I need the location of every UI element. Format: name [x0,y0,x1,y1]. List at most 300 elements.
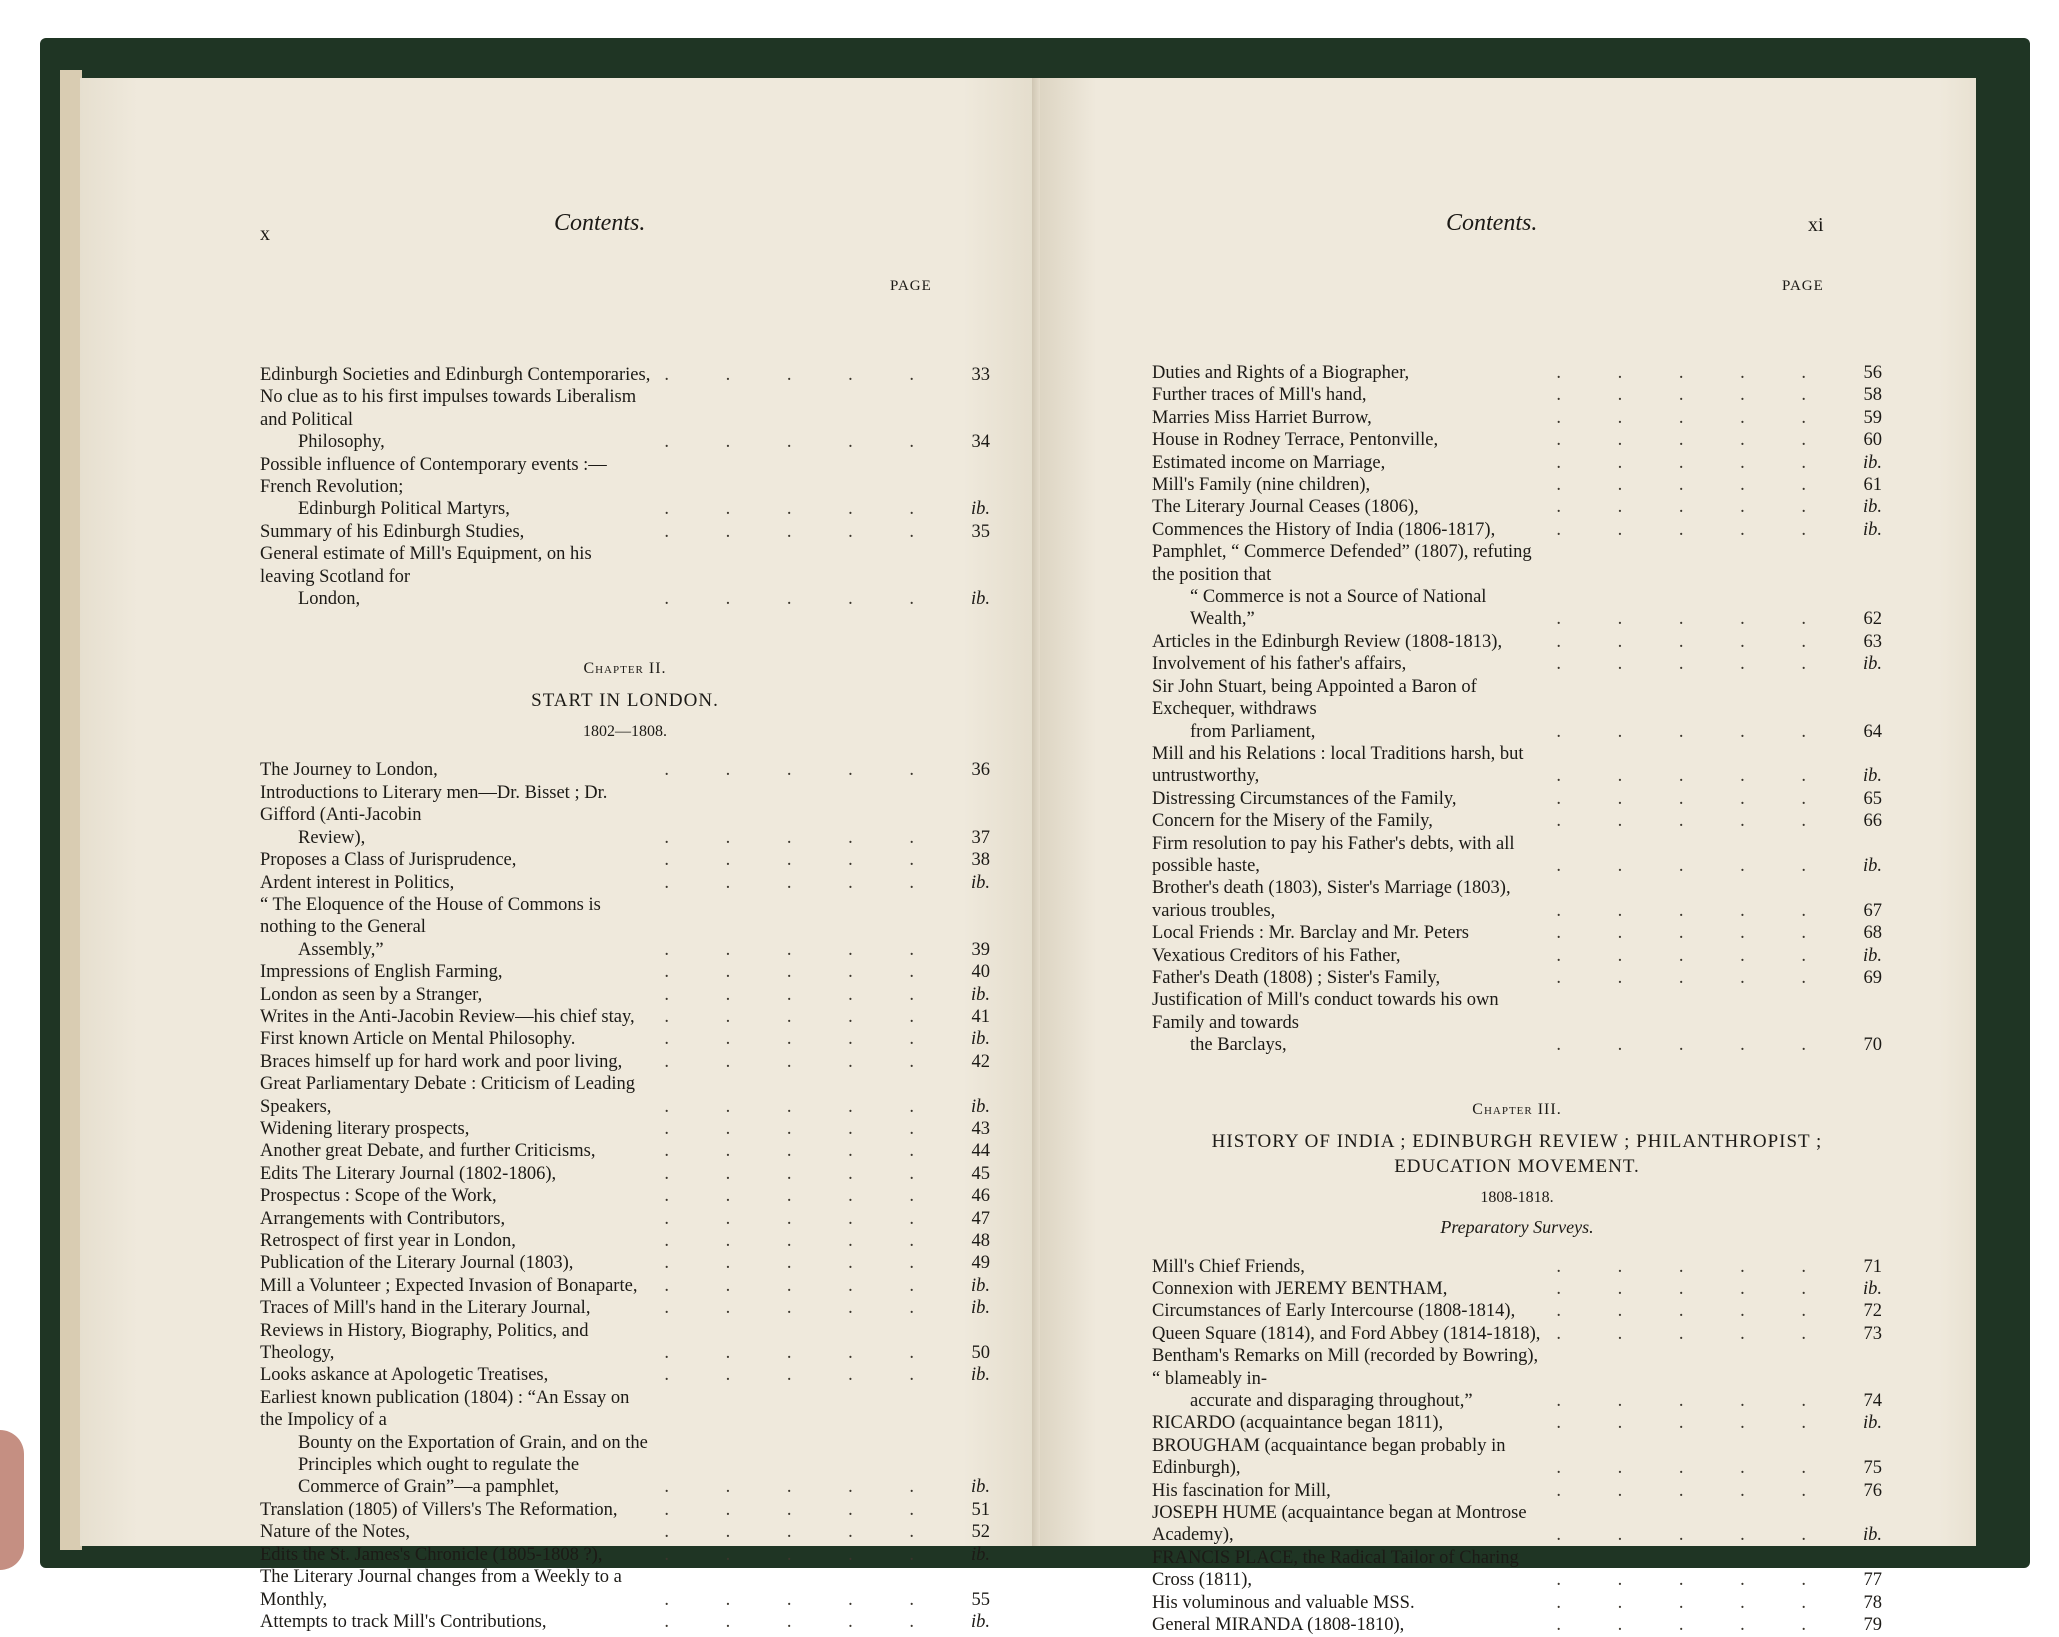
toc-page-number: 50 [971,1343,990,1364]
toc-entry-title: Circumstances of Early Intercourse (1808-1814), [1152,1301,1516,1322]
toc-entry [1152,1614,1882,1636]
right-chapter-dates: 1808-1818. [1480,1188,1554,1206]
toc-entry [260,521,990,543]
toc-entry-text [1152,743,1542,788]
toc-entry-text [1152,967,1542,989]
leader-dots: . . . . . [1556,519,1832,540]
toc-entry-text [1152,1592,1542,1614]
toc-entry [260,454,990,521]
leader-dots: . . . . . [664,984,940,1005]
toc-page-number: 73 [1863,1323,1882,1344]
leader-dots: . . . . . [664,1163,940,1184]
leader-dots: . . . . . [1556,855,1832,876]
toc-entry-title: Writes in the Anti-Jacobin Review—his chief stay, [260,1006,635,1027]
toc-entry [260,1364,990,1386]
toc-page-number: 67 [1863,900,1882,921]
leader-dots: . . . . . [664,1118,940,1139]
toc-entry-text [1152,407,1542,429]
toc-entry [1152,1547,1882,1592]
toc-entry [260,1073,990,1118]
toc-entry [260,1320,990,1365]
toc-entry-title: Attempts to track Mill's Contributions, [260,1611,547,1632]
toc-entry-continuation: accurate and disparaging throughout,” [1190,1391,1473,1412]
toc-entry-text [1152,989,1542,1056]
toc-page-number: 39 [971,939,990,960]
toc-page-number: ib. [970,1544,990,1565]
toc-entry-title: Proposes a Class of Jurisprudence, [260,850,517,871]
toc-entry [260,872,990,894]
toc-entry [1152,676,1882,743]
leader-dots: . . . . . [1556,363,1832,383]
toc-page-number: ib. [1862,497,1882,518]
toc-entry-text [260,1611,650,1633]
toc-entry-title: Local Friends : Mr. Barclay and Mr. Peters [1152,923,1470,944]
toc-entry [1152,1300,1882,1322]
toc-entry [1152,922,1882,944]
right-chapter-label: Chapter III. [1472,1100,1562,1118]
toc-entry [260,1611,990,1633]
toc-entry [1152,945,1882,967]
toc-entry-title: Publication of the Literary Journal (1803), [260,1253,574,1274]
toc-entry-title: Connexion with JEREMY BENTHAM, [1152,1279,1448,1299]
toc-entry-title: Reviews in History, Biography, Politics, and Theology, [260,1320,589,1364]
toc-entry-title: “ The Eloquence of the House of Commons is nothing to the General [260,894,601,938]
leader-dots: . . . . . [664,1365,940,1386]
toc-entry-text [260,1230,650,1252]
toc-page-number: 40 [971,962,990,983]
toc-entry-text [1152,496,1542,518]
leader-dots: . . . . . [664,1096,940,1117]
toc-entry [260,1208,990,1230]
toc-entry-text [260,454,650,521]
toc-page-number: 45 [971,1163,990,1184]
toc-entry [260,759,990,781]
toc-entry-text [260,1140,650,1162]
toc-page-number: 55 [971,1589,990,1610]
toc-entry-text [1152,384,1542,406]
right-toc [1152,362,1882,1637]
left-entries [260,759,990,1633]
leader-dots: . . . . . [664,1343,940,1364]
leader-dots: . . . . . [664,499,940,520]
leader-dots: . . . . . [1556,788,1832,809]
toc-entry [260,1051,990,1073]
toc-entry [260,386,990,453]
toc-page-number: 71 [1863,1256,1882,1277]
toc-entry-title: BROUGHAM (acquaintance began probably in Edinburgh), [1152,1435,1506,1479]
toc-entry [1152,810,1882,832]
toc-entry [260,1118,990,1140]
toc-page-number: ib. [970,1096,990,1117]
leader-dots: . . . . . [1556,497,1832,518]
toc-entry-title: Earliest known publication (1804) : “An Essay on the Impolicy of a [260,1387,630,1431]
leader-dots: . . . . . [1556,1480,1832,1501]
toc-entry [260,543,990,610]
toc-page-number: ib. [970,1365,990,1386]
toc-entry [1152,1323,1882,1345]
toc-entry-title: Edits the St. James's Chronicle (1805-1808 ?), [260,1544,603,1565]
toc-entry-text [1152,1300,1542,1322]
toc-entry [1152,384,1882,406]
leader-dots: . . . . . [664,1589,940,1610]
toc-entry-title: Commences the History of India (1806-1817), [1152,519,1496,540]
toc-entry [260,1297,990,1319]
toc-entry-text [260,386,650,453]
leader-dots: . . . . . [664,1275,940,1296]
leader-dots: . . . . . [664,939,940,960]
toc-entry-title: Concern for the Misery of the Family, [1152,811,1433,832]
leader-dots: . . . . . [664,827,940,848]
toc-entry [260,1566,990,1611]
toc-entry-title: Distressing Circumstances of the Family, [1152,788,1457,809]
toc-entry-title: Articles in the Edinburgh Review (1808-1813), [1152,631,1503,652]
toc-entry-text [1152,452,1542,474]
leader-dots: . . . . . [1556,1570,1832,1591]
toc-page-number: ib. [970,984,990,1005]
toc-page-number: 51 [971,1499,990,1520]
toc-entry-title: The Journey to London, [260,760,438,781]
leader-dots: . . . . . [664,1544,940,1565]
toc-entry-title: London as seen by a Stranger, [260,984,483,1005]
toc-entry-title: Estimated income on Marriage, [1152,452,1386,473]
toc-entry-text [260,1521,650,1543]
right-page-label: PAGE [1782,278,1824,294]
toc-entry [1152,788,1882,810]
toc-entry-title: General MIRANDA (1808-1810), [1152,1615,1405,1636]
toc-entry [1152,1502,1882,1547]
toc-entry-title: Impressions of English Farming, [260,962,503,983]
toc-entry-title: Introductions to Literary men—Dr. Bisset ; Dr. Gifford (Anti-Jacobin [260,782,608,826]
leader-dots: . . . . . [1556,1323,1832,1344]
toc-page-number: 42 [971,1051,990,1072]
toc-page-number: ib. [1862,945,1882,966]
leader-dots: . . . . . [1556,430,1832,451]
toc-entry-text [1152,1480,1542,1502]
toc-entry [260,782,990,849]
toc-page-number: 70 [1863,1035,1882,1056]
toc-page-number: ib. [1862,855,1882,876]
leader-dots: . . . . . [664,1006,940,1027]
toc-entry [1152,1435,1882,1480]
leader-dots: . . . . . [1556,407,1832,428]
toc-entry [260,364,990,386]
toc-entry [1152,1256,1882,1278]
toc-entry [260,849,990,871]
toc-entry-title: Another great Debate, and further Criticisms, [260,1141,596,1162]
toc-entry-title: Sir John Stuart, being Appointed a Baron of Exchequer, withdraws [1152,676,1477,720]
toc-entry-text [1152,631,1542,653]
toc-entry [1152,967,1882,989]
toc-page-number: 68 [1863,923,1882,944]
leader-dots: . . . . . [664,1611,940,1632]
right-running-head: Contents. [1446,210,1538,236]
toc-entry-text [1152,429,1542,451]
left-folio: x [260,223,270,245]
toc-page-number: 46 [971,1186,990,1207]
toc-entry-title: Widening literary prospects, [260,1118,470,1139]
toc-entry [1152,1592,1882,1614]
leader-dots: . . . . . [664,589,940,610]
leader-dots: . . . . . [664,962,940,983]
leader-dots: . . . . . [1556,1615,1832,1636]
toc-entry-text [260,521,650,543]
toc-page-number: 37 [971,827,990,848]
toc-entry [1152,877,1882,922]
leader-dots: . . . . . [664,1298,940,1319]
toc-page-number: 44 [971,1141,990,1162]
toc-entry-title: Duties and Rights of a Biographer, [1152,363,1410,383]
toc-entry-text [1152,877,1542,922]
toc-entry-text [260,759,650,781]
toc-entry-continuation: London, [298,589,361,610]
toc-page-number: 61 [1863,475,1882,496]
leader-dots: . . . . . [664,760,940,781]
toc-entry-title: RICARDO (acquaintance began 1811), [1152,1413,1444,1434]
toc-entry-title: Ardent interest in Politics, [260,872,455,893]
leader-dots: . . . . . [664,1208,940,1229]
toc-entry [260,1140,990,1162]
toc-page-number: ib. [970,589,990,610]
toc-entry [1152,989,1882,1056]
thumb-holding-book [0,1430,24,1570]
toc-entry-text [1152,1435,1542,1480]
toc-page-number: ib. [970,1298,990,1319]
toc-entry-title: Nature of the Notes, [260,1522,411,1543]
toc-entry-title: Prospectus : Scope of the Work, [260,1186,497,1207]
toc-entry-title: Mill and his Relations : local Traditions harsh, but untrustworthy, [1152,743,1524,787]
toc-entry-text [260,1566,650,1611]
left-top-entries [260,364,990,610]
toc-entry-text [1152,676,1542,743]
leader-dots: . . . . . [1556,900,1832,921]
toc-page-number: ib. [970,1477,990,1498]
leader-dots: . . . . . [664,1141,940,1162]
toc-page-number: 56 [1863,363,1882,383]
toc-page-number: 36 [971,760,990,781]
toc-entry [260,1275,990,1297]
toc-entry-title: No clue as to his first impulses towards Liberalism and Political [260,387,637,430]
toc-entry [1152,833,1882,878]
toc-entry-text [260,1185,650,1207]
toc-entry-continuation: Review), [298,827,366,848]
toc-page-number: 66 [1863,811,1882,832]
toc-page-number: ib. [1862,452,1882,473]
toc-page-number: 41 [971,1006,990,1027]
toc-entry-text [260,1073,650,1118]
toc-entry-continuation: Assembly,” [298,939,384,960]
toc-page-number: 62 [1863,609,1882,630]
toc-page-number: ib. [1862,1525,1882,1546]
toc-page-number: 49 [971,1253,990,1274]
toc-entry-title: Brother's death (1803), Sister's Marriage (1803), various troubles, [1152,878,1511,921]
leader-dots: . . . . . [1556,1592,1832,1613]
toc-entry-continuation: Bounty on the Exportation of Grain, and on the Principles which ought to regulate the Commerce of Grain”—a pamphlet, [298,1432,648,1498]
toc-entry [260,1252,990,1274]
toc-entry-title: His fascination for Mill, [1152,1480,1331,1501]
left-chapter-dates: 1802—1808. [583,723,667,741]
toc-entry [1152,496,1882,518]
toc-entry-title: Summary of his Edinburgh Studies, [260,521,525,542]
toc-entry-text [260,849,650,871]
toc-entry-text [1152,922,1542,944]
toc-page-number: ib. [970,1611,990,1632]
toc-entry-title: Retrospect of first year in London, [260,1231,516,1251]
toc-entry-text [260,872,650,894]
toc-entry-text [1152,1614,1542,1636]
toc-entry-title: Queen Square (1814), and Ford Abbey (1814-1818), [1152,1323,1541,1344]
toc-entry [1152,1480,1882,1502]
toc-page-number: ib. [970,1275,990,1296]
toc-page-number: ib. [1862,1413,1882,1434]
toc-page-number: 52 [971,1522,990,1543]
toc-entry-text [1152,541,1542,631]
toc-entry-title: Translation (1805) of Villers's The Reformation, [260,1499,618,1520]
left-toc [260,364,990,1633]
toc-page-number: 48 [971,1231,990,1251]
toc-entry-title: The Literary Journal changes from a Weekly to a Monthly, [260,1567,622,1610]
toc-entry-text [1152,945,1542,967]
toc-entry-title: Mill a Volunteer ; Expected Invasion of Bonaparte, [260,1275,638,1296]
toc-page-number: ib. [970,499,990,520]
page-edges [60,70,82,1550]
toc-entry-title: Vexatious Creditors of his Father, [1152,945,1401,966]
toc-page-number: 35 [971,521,990,542]
toc-entry-title: Looks askance at Apologetic Treatises, [260,1365,549,1386]
toc-entry-title: Braces himself up for hard work and poor living, [260,1051,623,1072]
toc-entry-continuation: the Barclays, [1190,1035,1287,1056]
toc-entry-title: Father's Death (1808) ; Sister's Family, [1152,967,1441,988]
toc-entry [260,1521,990,1543]
toc-entry [1152,362,1882,384]
toc-entry-text [260,1297,650,1319]
toc-entry-text [260,894,650,961]
toc-entry-text [260,1208,650,1230]
leader-dots: . . . . . [1556,1256,1832,1277]
toc-entry [260,1544,990,1566]
toc-entry-text [260,1364,650,1386]
leader-dots: . . . . . [1556,452,1832,473]
toc-entry [1152,1345,1882,1412]
toc-page-number: 69 [1863,967,1882,988]
toc-entry-continuation: Philosophy, [298,432,385,453]
left-chapter-label: Chapter II. [583,660,667,678]
leader-dots: . . . . . [1556,1525,1832,1546]
toc-entry [1152,1412,1882,1434]
toc-entry [260,984,990,1006]
toc-entry-title: General estimate of Mill's Equipment, on his leaving Scotland for [260,544,592,587]
toc-entry-text [260,984,650,1006]
toc-entry-text [1152,810,1542,832]
toc-entry-text [1152,474,1542,496]
toc-entry [1152,474,1882,496]
leader-dots: . . . . . [1556,631,1832,652]
toc-entry-text [1152,833,1542,878]
toc-page-number: 38 [971,850,990,871]
toc-page-number: 63 [1863,631,1882,652]
right-folio: xi [1808,214,1824,236]
toc-entry-title: Justification of Mill's conduct towards his own Family and towards [1152,990,1499,1033]
toc-entry-text [260,543,650,610]
toc-entry-continuation: from Parliament, [1190,721,1316,742]
leader-dots: . . . . . [664,850,940,871]
toc-entry-title: JOSEPH HUME (acquaintance began at Montrose Academy), [1152,1503,1527,1546]
toc-entry [260,894,990,961]
right-entries [1152,1256,1882,1637]
toc-entry-title: Traces of Mill's hand in the Literary Journal, [260,1298,591,1319]
toc-page-number: ib. [1862,1279,1882,1299]
toc-entry-text [1152,1278,1542,1300]
toc-entry-text [260,1320,650,1365]
toc-entry-text [1152,1345,1542,1412]
leader-dots: . . . . . [664,872,940,893]
toc-entry-title: Great Parliamentary Debate : Criticism of Leading Speakers, [260,1074,636,1117]
toc-entry [1152,519,1882,541]
toc-entry [1152,452,1882,474]
toc-entry [260,1006,990,1028]
leader-dots: . . . . . [1556,945,1832,966]
toc-entry [1152,653,1882,675]
right-page [1040,78,1976,1636]
leader-dots: . . . . . [1556,1391,1832,1412]
leader-dots: . . . . . [664,1186,940,1207]
leader-dots: . . . . . [664,1499,940,1520]
leader-dots: . . . . . [664,1522,940,1543]
leader-dots: . . . . . [1556,967,1832,988]
toc-entry-text [260,1006,650,1028]
toc-entry [260,1028,990,1050]
toc-entry-title: Marries Miss Harriet Burrow, [1152,407,1372,428]
toc-page-number: 59 [1863,407,1882,428]
leader-dots: . . . . . [1556,1301,1832,1322]
toc-entry-text [1152,1502,1542,1547]
toc-entry-title: First known Article on Mental Philosophy. [260,1029,576,1050]
toc-entry-text [260,1387,650,1499]
toc-entry-text [1152,653,1542,675]
leader-dots: . . . . . [1556,1458,1832,1479]
toc-entry-text [260,1275,650,1297]
toc-page-number: 58 [1863,385,1882,406]
leader-dots: . . . . . [664,1477,940,1498]
toc-page-number: 64 [1863,721,1882,742]
toc-entry-title: Pamphlet, “ Commerce Defended” (1807), refuting the position that [1152,542,1532,585]
toc-entry-title: Mill's Chief Friends, [1152,1256,1305,1277]
toc-entry [1152,407,1882,429]
toc-entry-title: The Literary Journal Ceases (1806), [1152,497,1419,518]
toc-page-number: ib. [970,872,990,893]
leader-dots: . . . . . [664,432,940,453]
toc-page-number: 34 [971,432,990,453]
right-chapter-title: HISTORY OF INDIA ; EDINBURGH REVIEW ; PHILANTHROPIST ; EDUCATION MOVEMENT. [1211,1130,1823,1177]
toc-entry [1152,1278,1882,1300]
toc-page-number: 77 [1863,1570,1882,1591]
toc-page-number: 72 [1863,1301,1882,1322]
toc-entry [260,1499,990,1521]
toc-page-number: 79 [1863,1615,1882,1636]
toc-entry-title: Involvement of his father's affairs, [1152,654,1407,675]
toc-page-number: 47 [971,1208,990,1229]
right-top-entries [1152,362,1882,1057]
toc-entry-title: Possible influence of Contemporary events :—French Revolution; [260,454,607,498]
left-page [80,78,1040,1632]
left-running-head: Contents. [554,210,646,236]
toc-entry-title: His voluminous and valuable MSS. [1152,1592,1415,1613]
toc-entry-title: FRANCIS PLACE, the Radical Tailor of Charing Cross (1811), [1152,1547,1519,1591]
leader-dots: . . . . . [664,1231,940,1251]
toc-page-number: 65 [1863,788,1882,809]
leader-dots: . . . . . [664,1051,940,1072]
toc-entry [260,1230,990,1252]
left-chapter-title: START IN LONDON. [531,690,719,712]
